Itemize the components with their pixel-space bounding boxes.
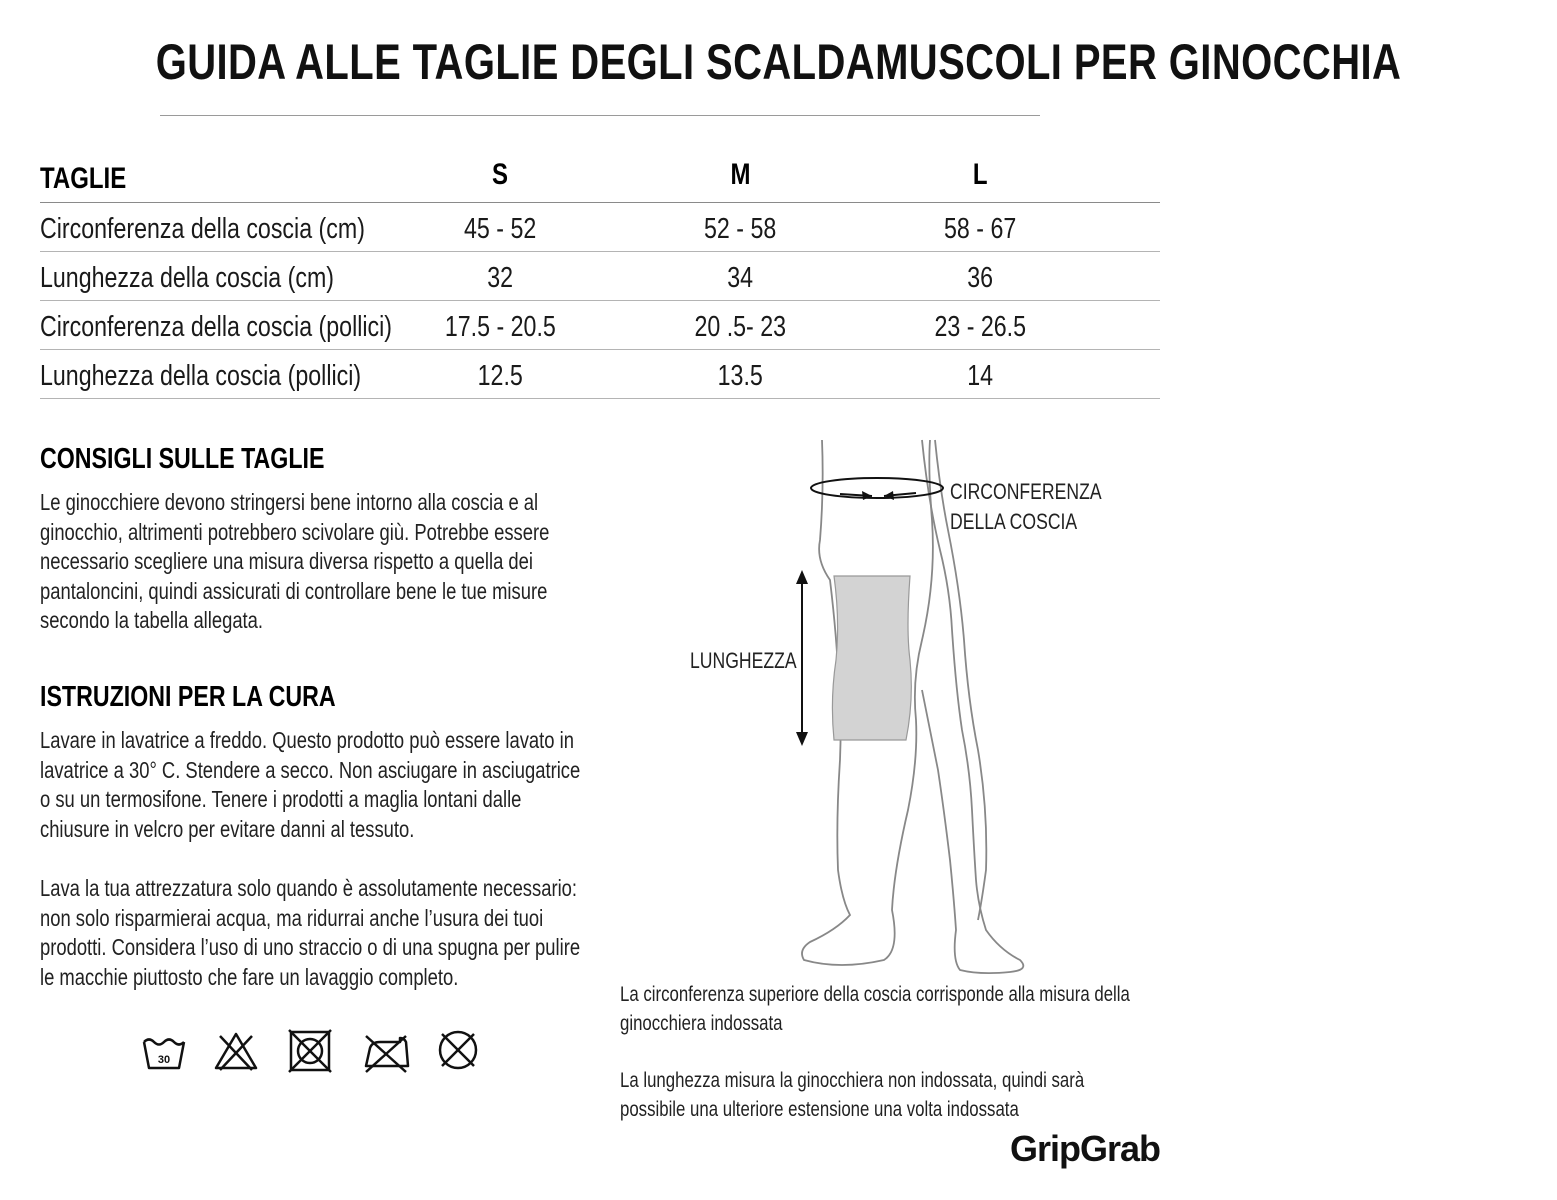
care-title: ISTRUZIONI PER LA CURA [40, 681, 336, 713]
text-line: ginocchiera indossata [620, 1012, 783, 1035]
sizing-tips-text [40, 488, 720, 636]
cell-l: 58 - 67 [943, 213, 1017, 245]
cell-m: 20 .5- 23 [694, 311, 786, 343]
cell-s: 17.5 - 20.5 [444, 311, 556, 343]
care-text-2 [40, 874, 720, 992]
cell-l: 36 [967, 262, 993, 294]
length-label: LUNGHEZZA [690, 648, 797, 673]
text-line: Lava la tua attrezzatura solo quando è assolutamente necessario: [40, 875, 578, 901]
text-line: secondo la tabella allegata. [40, 607, 264, 633]
table-row [40, 350, 1160, 399]
text-line: Le ginocchiere devono stringersi bene intorno alla coscia e al [40, 489, 539, 515]
size-table [40, 150, 1160, 399]
text-line: La lunghezza misura la ginocchiera non indossata, quindi sarà [620, 1069, 1085, 1092]
no-tumble-dry-icon [286, 1026, 334, 1074]
wash-temp-label: 30 [157, 1054, 171, 1066]
table-row [40, 301, 1160, 350]
text-line: le macchie piuttosto che fare un lavaggio completo. [40, 963, 459, 990]
knee-warmer-shape [832, 576, 911, 740]
cell-s: 32 [487, 262, 513, 294]
header-cell-m: M [730, 158, 750, 191]
text-line: possibile una ulteriore estensione una volta indossata [620, 1098, 1019, 1121]
row-label: Lunghezza della coscia (pollici) [40, 360, 362, 392]
title-divider [160, 115, 1040, 116]
text-line: necessario scegliere una misura diversa rispetto a quella dei [40, 548, 533, 574]
no-bleach-icon [212, 1026, 260, 1074]
figure-caption-length [620, 1066, 1220, 1124]
header-cell-l: L [972, 158, 988, 191]
row-label: Circonferenza della coscia (pollici) [40, 311, 393, 343]
no-iron-icon [360, 1026, 412, 1074]
cell-l: 14 [967, 360, 993, 392]
page-title-text: GUIDA ALLE TAGLIE DEGLI SCALDAMUSCOLI PER GINOCCHIA [155, 34, 1402, 90]
size-table-header-row [40, 150, 1160, 203]
page-title [0, 30, 1402, 94]
sizing-tips-title: CONSIGLI SULLE TAGLIE [40, 443, 325, 475]
table-row [40, 203, 1160, 252]
text-line: La circonferenza superiore della coscia corrisponde alla misura della [620, 983, 1130, 1006]
care-icons [140, 1026, 490, 1082]
row-label: Lunghezza della coscia (cm) [40, 262, 335, 294]
text-line: Lavare in lavatrice a freddo. Questo prodotto può essere lavato in [40, 727, 574, 753]
text-line: non solo risparmierai acqua, ma ridurrai anche l’usura dei tuoi [40, 904, 544, 931]
cell-m: 13.5 [717, 360, 763, 392]
cell-l: 23 - 26.5 [934, 311, 1026, 343]
text-line: chiusure in velcro per evitare danni al tessuto. [40, 815, 415, 842]
header-cell-s: S [491, 158, 508, 191]
text-line: pantaloncini, quindi assicurati di controllare bene le tue misure [40, 577, 548, 604]
figure-caption-circumference [620, 980, 1220, 1038]
table-row [40, 252, 1160, 301]
text-line: prodotti. Considera l’uso di uno straccio o di una spugna per pulire [40, 934, 581, 960]
cell-s: 45 - 52 [463, 213, 537, 245]
circumference-label: CIRCONFERENZA DELLA COSCIA [950, 479, 1102, 534]
circumference-ellipse [811, 478, 943, 498]
text-line: ginocchio, altrimenti potrebbero scivolare giù. Potrebbe essere [40, 518, 550, 545]
cell-m: 34 [727, 262, 753, 294]
arrow-down-icon [796, 732, 808, 746]
care-text-1 [40, 726, 720, 844]
cell-m: 52 - 58 [703, 213, 777, 245]
arrow-up-icon [796, 570, 808, 584]
text-line: lavatrice a 30° C. Stendere a secco. Non asciugare in asciugatrice [40, 756, 581, 783]
text-line: o su un termosifone. Tenere i prodotti a maglia lontani dalle [40, 786, 522, 812]
row-label: Circonferenza della coscia (cm) [40, 213, 365, 245]
header-cell-sizes: TAGLIE [40, 162, 127, 195]
brand-logo: GripGrab [1009, 1128, 1160, 1169]
no-dry-clean-icon [434, 1026, 482, 1074]
wash-30-icon [140, 1026, 188, 1074]
cell-s: 12.5 [477, 360, 523, 392]
